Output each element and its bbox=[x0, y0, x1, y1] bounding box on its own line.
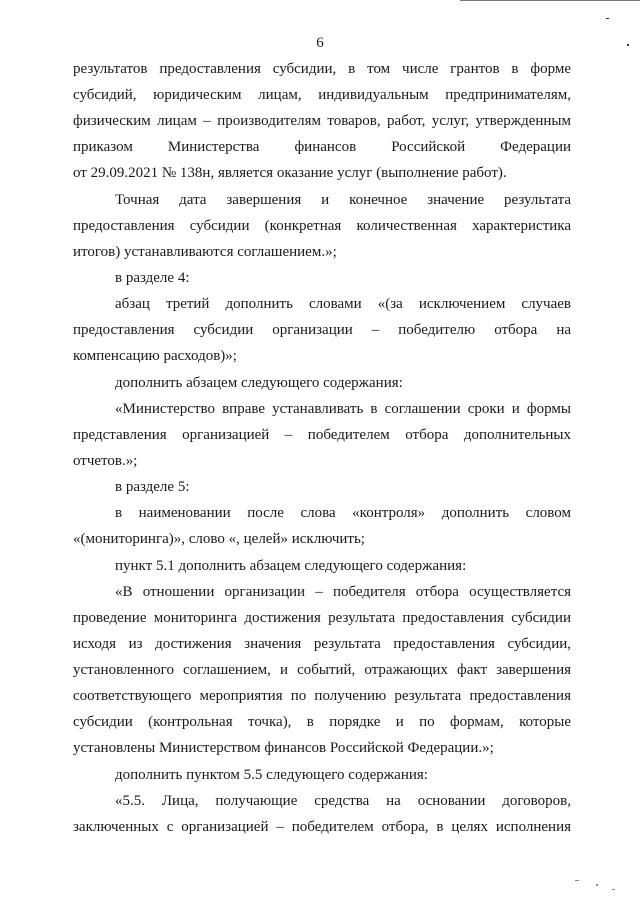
text-line: дополнить пунктом 5.5 следующего содержания: bbox=[115, 767, 428, 783]
text-line: установленного соглашением, и событий, отражающих факт завершения bbox=[73, 662, 571, 678]
text-line: предоставления субсидии организации – победителю отбора на bbox=[73, 322, 571, 338]
text-line: дополнить абзацем следующего содержания: bbox=[115, 375, 403, 391]
text-line: «В отношении организации – победителя отбора осуществляется bbox=[115, 584, 571, 600]
text-line: заключенных с организацией – победителем отбора, в целях исполнения bbox=[73, 819, 571, 835]
text-line: пункт 5.1 дополнить абзацем следующего содержания: bbox=[115, 558, 467, 574]
text-line: проведение мониторинга достижения результата предоставления субсидии bbox=[73, 610, 571, 626]
text-line: представления организацией – победителем отбора дополнительных bbox=[73, 427, 571, 443]
text-line: исходя из достижения значения результата предоставления субсидии, bbox=[73, 636, 571, 652]
text-line: отчетов.»; bbox=[73, 453, 138, 469]
text-line: «5.5. Лица, получающие средства на основании договоров, bbox=[115, 793, 571, 809]
scan-speck bbox=[606, 18, 609, 19]
text-line: физическим лицам – производителям товаров, работ, услуг, утвержденным bbox=[73, 113, 571, 129]
scan-speck bbox=[575, 880, 579, 881]
text-line: от 29.09.2021 № 138н, является оказание услуг (выполнение работ). bbox=[73, 165, 507, 181]
text-line: «(мониторинга)», слово «, целей» исключить; bbox=[73, 531, 365, 547]
text-line: Точная дата завершения и конечное значение результата bbox=[115, 192, 571, 208]
text-line: в разделе 5: bbox=[115, 479, 190, 495]
page-number: 6 bbox=[316, 35, 324, 51]
text-line: приказом Министерства финансов Российской Федерации bbox=[73, 139, 571, 155]
text-line: субсидии (контрольная точка), в порядке и по формам, которые bbox=[73, 714, 571, 730]
text-line: субсидий, юридическим лицам, индивидуальным предпринимателям, bbox=[73, 87, 571, 103]
text-line: итогов) устанавливаются соглашением.»; bbox=[73, 244, 337, 260]
text-line: в разделе 4: bbox=[115, 270, 190, 286]
text-line: компенсацию расходов)»; bbox=[73, 348, 237, 364]
text-line: предоставления субсидии (конкретная количественная характеристика bbox=[73, 218, 571, 234]
scan-speck bbox=[596, 884, 598, 886]
text-line: соответствующего мероприятия по получению результата предоставления bbox=[73, 688, 571, 704]
text-line: абзац третий дополнить словами «(за исключением случаев bbox=[115, 296, 571, 312]
text-line: установлены Министерством финансов Российской Федерации.»; bbox=[73, 740, 494, 756]
scan-edge-line bbox=[460, 0, 640, 1]
text-line: «Министерство вправе устанавливать в соглашении сроки и формы bbox=[115, 401, 571, 417]
text-line: в наименовании после слова «контроля» дополнить словом bbox=[115, 505, 571, 521]
text-line: результатов предоставления субсидии, в том числе грантов в форме bbox=[73, 61, 571, 77]
scan-speck bbox=[612, 889, 615, 890]
